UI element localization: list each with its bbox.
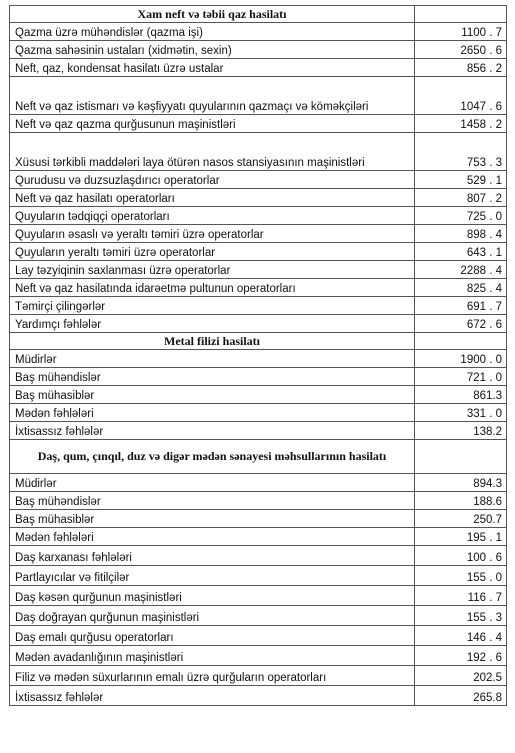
table-row	[10, 261, 507, 279]
occupation-cell: Filiz və mədən süxurlarının emalı üzrə qurğuların operatorları	[10, 666, 415, 686]
table-row	[10, 243, 507, 261]
value-cell: 100 . 6	[415, 546, 507, 566]
table-row	[10, 686, 507, 706]
section-header-row	[10, 333, 507, 350]
value-cell: 898 . 4	[415, 225, 507, 243]
value-cell: 202.5	[415, 666, 507, 686]
table-row	[10, 666, 507, 686]
value-cell: 155 . 3	[415, 606, 507, 626]
occupation-cell: Neft, qaz, kondensat hasilatı üzrə ustalar	[10, 59, 415, 77]
table-row	[10, 59, 507, 77]
value-cell: 725 . 0	[415, 207, 507, 225]
value-cell: 331 . 0	[415, 404, 507, 422]
table-row	[10, 133, 507, 171]
section-title: Xam neft və təbii qaz hasilatı	[10, 6, 415, 23]
occupation-cell: Neft və qaz hasilatında idarəetmə pultunun operatorları	[10, 279, 415, 297]
table-row	[10, 586, 507, 606]
occupation-cell: Mədən avadanlığının maşinistləri	[10, 646, 415, 666]
value-cell: 825 . 4	[415, 279, 507, 297]
value-cell: 807 . 2	[415, 189, 507, 207]
section-header-empty-cell	[415, 440, 507, 474]
table-row	[10, 189, 507, 207]
occupation-cell: Neft və qaz istismarı və kəşfiyyatı quyularının qazmaçı və köməkçiləri	[10, 77, 415, 115]
table-row	[10, 510, 507, 528]
table-row	[10, 422, 507, 440]
value-cell: 192 . 6	[415, 646, 507, 666]
value-cell: 529 . 1	[415, 171, 507, 189]
table-row	[10, 297, 507, 315]
occupation-cell: Mədən fəhlələri	[10, 404, 415, 422]
salary-table-body	[10, 6, 507, 706]
occupation-cell: Müdirlər	[10, 474, 415, 492]
occupation-cell: Baş mühasiblər	[10, 510, 415, 528]
value-cell: 250.7	[415, 510, 507, 528]
section-header-empty-cell	[415, 333, 507, 350]
occupation-cell: Quyuların tədqiqçi operatorları	[10, 207, 415, 225]
occupation-cell: Qazma üzrə mühəndislər (qazma işi)	[10, 23, 415, 41]
section-header-empty-cell	[415, 6, 507, 23]
table-row	[10, 368, 507, 386]
occupation-cell: Qurudusu və duzsuzlaşdırıcı operatorlar	[10, 171, 415, 189]
occupation-cell: Təmirçi çilingərlər	[10, 297, 415, 315]
table-row	[10, 207, 507, 225]
occupation-cell: İxtisassız fəhlələr	[10, 422, 415, 440]
occupation-cell: Daş karxanası fəhlələri	[10, 546, 415, 566]
table-row	[10, 404, 507, 422]
occupation-cell: Daş doğrayan qurğunun maşinistləri	[10, 606, 415, 626]
occupation-cell: Daş kəsən qurğunun maşinistləri	[10, 586, 415, 606]
document-page	[9, 5, 506, 706]
value-cell: 2288 . 4	[415, 261, 507, 279]
value-cell: 1900 . 0	[415, 350, 507, 368]
table-row	[10, 315, 507, 333]
occupation-cell: İxtisassız fəhlələr	[10, 686, 415, 706]
table-row	[10, 115, 507, 133]
section-title: Metal filizi hasilatı	[10, 333, 415, 350]
table-row	[10, 23, 507, 41]
table-row	[10, 350, 507, 368]
occupation-cell: Müdirlər	[10, 350, 415, 368]
value-cell: 691 . 7	[415, 297, 507, 315]
value-cell: 643 . 1	[415, 243, 507, 261]
table-row	[10, 492, 507, 510]
value-cell: 861.3	[415, 386, 507, 404]
value-cell: 753 . 3	[415, 133, 507, 171]
occupation-cell: Xüsusi tərkibli maddələri laya ötürən nasos stansiyasının maşinistləri	[10, 133, 415, 171]
occupation-cell: Mədən fəhlələri	[10, 528, 415, 546]
table-row	[10, 646, 507, 666]
table-row	[10, 528, 507, 546]
occupation-cell: Baş mühəndislər	[10, 368, 415, 386]
table-row	[10, 171, 507, 189]
table-row	[10, 606, 507, 626]
occupation-cell: Neft və qaz hasilatı operatorları	[10, 189, 415, 207]
table-row	[10, 77, 507, 115]
value-cell: 2650 . 6	[415, 41, 507, 59]
value-cell: 195 . 1	[415, 528, 507, 546]
value-cell: 116 . 7	[415, 586, 507, 606]
occupation-cell: Quyuların yeraltı təmiri üzrə operatorlar	[10, 243, 415, 261]
section-header-row	[10, 440, 507, 474]
occupation-cell: Partlayıcılar və fitilçilər	[10, 566, 415, 586]
value-cell: 265.8	[415, 686, 507, 706]
occupation-cell: Yardımçı fəhlələr	[10, 315, 415, 333]
section-header-row	[10, 6, 507, 23]
value-cell: 856 . 2	[415, 59, 507, 77]
table-row	[10, 474, 507, 492]
salary-table	[9, 5, 507, 706]
table-row	[10, 279, 507, 297]
table-row	[10, 546, 507, 566]
occupation-cell: Baş mühasiblər	[10, 386, 415, 404]
occupation-cell: Quyuların əsaslı və yeraltı təmiri üzrə operatorlar	[10, 225, 415, 243]
occupation-cell: Lay təzyiqinin saxlanması üzrə operatorlar	[10, 261, 415, 279]
occupation-cell: Baş mühəndislər	[10, 492, 415, 510]
value-cell: 138.2	[415, 422, 507, 440]
occupation-cell: Qazma sahəsinin ustaları (xidmətin, sexin)	[10, 41, 415, 59]
value-cell: 894.3	[415, 474, 507, 492]
table-row	[10, 626, 507, 646]
value-cell: 1100 . 7	[415, 23, 507, 41]
value-cell: 721 . 0	[415, 368, 507, 386]
value-cell: 1458 . 2	[415, 115, 507, 133]
table-row	[10, 566, 507, 586]
table-row	[10, 386, 507, 404]
occupation-cell: Daş emalı qurğusu operatorları	[10, 626, 415, 646]
value-cell: 188.6	[415, 492, 507, 510]
value-cell: 146 . 4	[415, 626, 507, 646]
value-cell: 672 . 6	[415, 315, 507, 333]
value-cell: 155 . 0	[415, 566, 507, 586]
occupation-cell: Neft və qaz qazma qurğusunun maşinistləri	[10, 115, 415, 133]
table-row	[10, 41, 507, 59]
value-cell: 1047 . 6	[415, 77, 507, 115]
section-title: Daş, qum, çınqıl, duz və digər mədən sənayesi məhsullarının hasilatı	[10, 440, 415, 474]
table-row	[10, 225, 507, 243]
